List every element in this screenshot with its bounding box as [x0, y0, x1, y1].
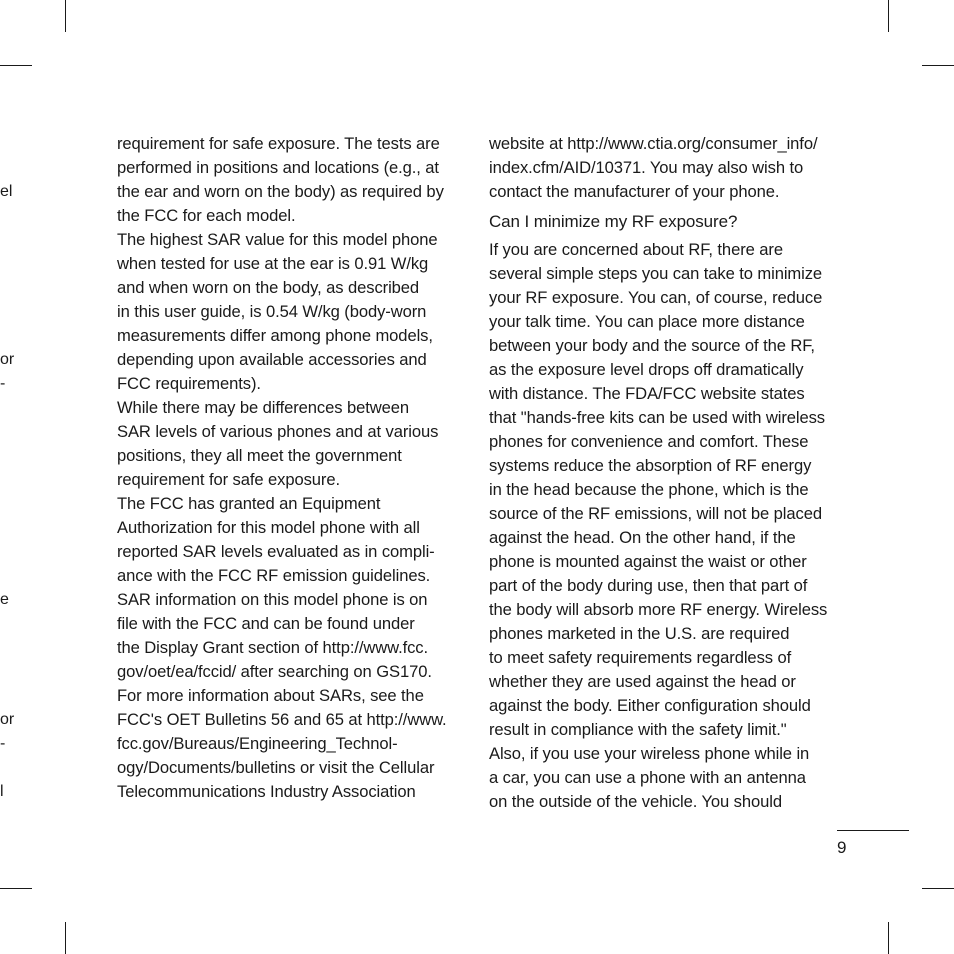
text-line: Also, if you use your wireless phone while in [489, 744, 810, 763]
text-line: a car, you can use a phone with an antenna [489, 768, 806, 787]
text-line: as the exposure level drops off dramatically [489, 360, 804, 379]
text-line: the Display Grant section of http://www.fcc. [117, 638, 429, 657]
left-text-column [117, 132, 479, 804]
text-line: Authorization for this model phone with all [117, 518, 420, 537]
crop-mark-right-top [922, 65, 954, 66]
text-line: when tested for use at the ear is 0.91 W/kg [117, 254, 429, 273]
spill-fragment: l [0, 783, 4, 800]
text-line: systems reduce the absorption of RF energy [489, 456, 812, 475]
text-line: depending upon available accessories and [117, 350, 427, 369]
text-line: For more information about SARs, see the [117, 686, 424, 705]
text-line: requirement for safe exposure. The tests are [117, 134, 440, 153]
text-line: result in compliance with the safety limit." [489, 720, 787, 739]
crop-mark-left-top [0, 65, 32, 66]
text-line: phones marketed in the U.S. are required [489, 624, 790, 643]
crop-mark-top-right [888, 0, 889, 32]
spill-fragment: - [0, 375, 6, 392]
spill-fragment: or [0, 351, 15, 368]
crop-mark-right-bottom [922, 888, 954, 889]
text-line: your RF exposure. You can, of course, reduce [489, 288, 823, 307]
text-line: with distance. The FDA/FCC website states [489, 384, 805, 403]
page-number: 9 [837, 838, 847, 857]
text-line: website at http://www.ctia.org/consumer_info/ [489, 134, 818, 153]
text-line: gov/oet/ea/fccid/ after searching on GS170. [117, 662, 432, 681]
text-line: phones for convenience and comfort. These [489, 432, 809, 451]
text-line: that "hands-free kits can be used with wireless [489, 408, 825, 427]
text-line: source of the RF emissions, will not be placed [489, 504, 822, 523]
crop-mark-top-left [65, 0, 66, 32]
crop-mark-left-bottom [0, 888, 32, 889]
text-line: the FCC for each model. [117, 206, 296, 225]
text-line: your talk time. You can place more distance [489, 312, 805, 331]
text-line: the ear and worn on the body) as required by [117, 182, 444, 201]
text-line: phone is mounted against the waist or other [489, 552, 807, 571]
spill-fragment: or [0, 711, 15, 728]
text-line: part of the body during use, then that part of [489, 576, 808, 595]
text-line: measurements differ among phone models, [117, 326, 433, 345]
text-line: on the outside of the vehicle. You should [489, 792, 782, 811]
text-line: The highest SAR value for this model phone [117, 230, 438, 249]
text-line: between your body and the source of the RF, [489, 336, 815, 355]
text-line: fcc.gov/Bureaus/Engineering_Technol- [117, 734, 398, 753]
text-line: ogy/Documents/bulletins or visit the Cellular [117, 758, 435, 777]
text-line: ance with the FCC RF emission guidelines. [117, 566, 431, 585]
text-line: several simple steps you can take to minimize [489, 264, 823, 283]
text-line: The FCC has granted an Equipment [117, 494, 381, 513]
section-heading: Can I minimize my RF exposure? [489, 212, 738, 231]
page-number-rule [837, 830, 909, 831]
text-line: in the head because the phone, which is the [489, 480, 809, 499]
text-line: requirement for safe exposure. [117, 470, 340, 489]
spill-fragment: - [0, 735, 6, 752]
text-line: FCC requirements). [117, 374, 261, 393]
text-line: SAR levels of various phones and at various [117, 422, 439, 441]
spill-fragment: e [0, 591, 9, 608]
right-intro-paragraph [489, 132, 859, 204]
text-line: the body will absorb more RF energy. Wireless [489, 600, 828, 619]
crop-mark-bottom-right [888, 922, 889, 954]
text-line: and when worn on the body, as described [117, 278, 420, 297]
text-line: performed in positions and locations (e.g., at [117, 158, 439, 177]
crop-mark-bottom-left [65, 922, 66, 954]
text-line: in this user guide, is 0.54 W/kg (body-worn [117, 302, 427, 321]
text-line: FCC's OET Bulletins 56 and 65 at http://www. [117, 710, 447, 729]
right-text-column [489, 132, 859, 814]
text-line: index.cfm/AID/10371. You may also wish to [489, 158, 804, 177]
text-line: positions, they all meet the government [117, 446, 402, 465]
text-line: whether they are used against the head or [489, 672, 796, 691]
text-line: While there may be differences between [117, 398, 409, 417]
text-line: against the head. On the other hand, if the [489, 528, 796, 547]
text-line: file with the FCC and can be found under [117, 614, 415, 633]
text-line: against the body. Either configuration should [489, 696, 811, 715]
text-line: If you are concerned about RF, there are [489, 240, 783, 259]
text-line: SAR information on this model phone is on [117, 590, 428, 609]
text-line: Telecommunications Industry Association [117, 782, 416, 801]
spill-fragment: el [0, 183, 13, 200]
right-body-paragraph [489, 238, 859, 814]
text-line: reported SAR levels evaluated as in compli- [117, 542, 435, 561]
text-line: contact the manufacturer of your phone. [489, 182, 780, 201]
text-line: to meet safety requirements regardless of [489, 648, 792, 667]
